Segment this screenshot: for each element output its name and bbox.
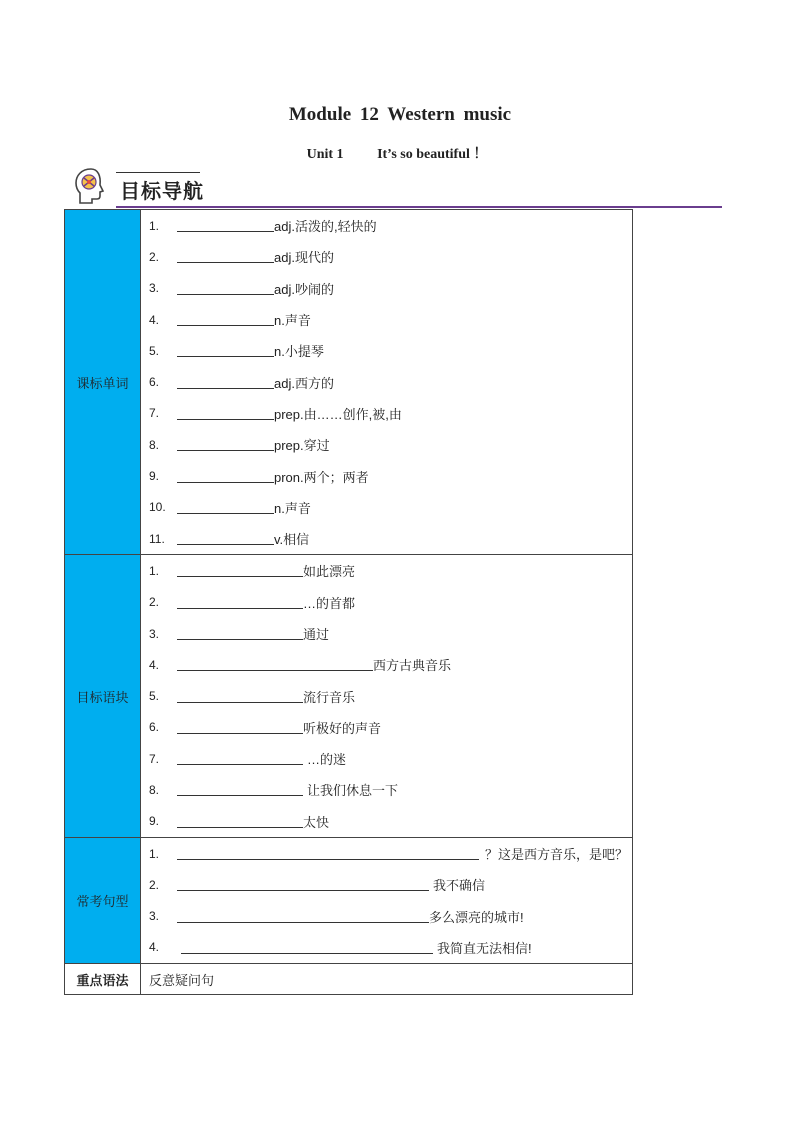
list-item: 6. adj.西方的 <box>149 375 334 391</box>
vocab-category: 课标单词 <box>65 210 141 555</box>
answer-blank[interactable] <box>177 217 274 232</box>
subtitle-text: It’s so beautiful ！ <box>377 147 488 162</box>
subtitle-unit: Unit 1 <box>306 147 344 162</box>
answer-blank[interactable] <box>177 468 274 483</box>
grammar-category: 重点语法 <box>65 964 141 995</box>
grammar-topic: 反意疑问句 <box>149 972 215 988</box>
phrases-list <box>141 555 633 838</box>
sentences-category: 常考句型 <box>65 837 141 963</box>
section-top-rule <box>116 172 200 173</box>
list-item: 11. v.相信 <box>149 531 310 548</box>
study-table <box>64 209 633 995</box>
list-item: 6. 听极好的声音 <box>149 720 382 736</box>
answer-blank[interactable] <box>177 625 303 640</box>
page-title: Module 12 Western music <box>288 104 512 125</box>
list-item: 7. prep.由……创作,被,由 <box>149 406 402 422</box>
list-item: 1. adj.活泼的,轻快的 <box>149 218 377 235</box>
answer-blank[interactable] <box>177 280 274 295</box>
list-item: 8. prep.穿过 <box>149 437 330 454</box>
list-item: 10. n.声音 <box>149 500 311 516</box>
answer-blank[interactable] <box>177 248 274 263</box>
list-item: 9. 太快 <box>149 814 330 830</box>
list-item: 8. 让我们休息一下 <box>149 782 399 799</box>
sentences-section <box>65 837 633 963</box>
list-item: 1. ？这是西方音乐，是吧？ <box>149 846 629 863</box>
list-item: 4. 西方古典音乐 <box>149 657 452 674</box>
section-label: 目标导航 <box>120 181 204 203</box>
answer-blank[interactable] <box>177 813 303 828</box>
answer-blank[interactable] <box>177 594 303 609</box>
vocab-section <box>65 210 633 555</box>
list-item: 9. pron.两个；两者 <box>149 469 369 485</box>
answer-blank[interactable] <box>177 750 303 765</box>
list-item: 7. …的迷 <box>149 751 347 768</box>
answer-blank[interactable] <box>177 876 429 891</box>
answer-blank[interactable] <box>177 845 479 860</box>
answer-blank[interactable] <box>177 781 303 796</box>
list-item: 3. 通过 <box>149 626 330 642</box>
answer-blank[interactable] <box>177 499 274 514</box>
section-header <box>72 166 722 210</box>
answer-blank[interactable] <box>177 656 373 671</box>
list-item: 3. adj.吵闹的 <box>149 281 334 297</box>
page-subtitle <box>0 143 794 163</box>
answer-blank[interactable] <box>177 688 303 703</box>
list-item: 4. n.声音 <box>149 312 311 329</box>
phrases-section <box>65 555 633 838</box>
answer-blank[interactable] <box>177 374 274 389</box>
list-item: 5. n.小提琴 <box>149 343 324 360</box>
sentences-list <box>141 837 633 963</box>
list-item: 2. 我不确信 <box>149 877 486 894</box>
list-item: 3. 多么漂亮的城市! <box>149 909 524 925</box>
answer-blank[interactable] <box>177 311 274 326</box>
phrases-category: 目标语块 <box>65 555 141 838</box>
list-item: 2. …的首都 <box>149 595 356 611</box>
answer-blank[interactable] <box>177 719 303 734</box>
answer-blank[interactable] <box>177 530 274 545</box>
answer-blank[interactable] <box>177 908 429 923</box>
answer-blank[interactable] <box>177 562 303 577</box>
section-underline <box>116 206 722 208</box>
answer-blank[interactable] <box>177 436 274 451</box>
list-item: 5. 流行音乐 <box>149 689 356 705</box>
list-item: 2. adj.现代的 <box>149 249 334 266</box>
grammar-section <box>65 964 633 995</box>
answer-blank[interactable] <box>177 342 274 357</box>
answer-blank[interactable] <box>181 939 433 954</box>
list-item: 4. 我简直无法相信! <box>149 940 532 956</box>
brain-head-icon <box>72 166 110 206</box>
answer-blank[interactable] <box>177 405 274 420</box>
vocab-list <box>141 210 633 555</box>
list-item: 1. 如此漂亮 <box>149 563 356 580</box>
grammar-content <box>141 964 633 995</box>
